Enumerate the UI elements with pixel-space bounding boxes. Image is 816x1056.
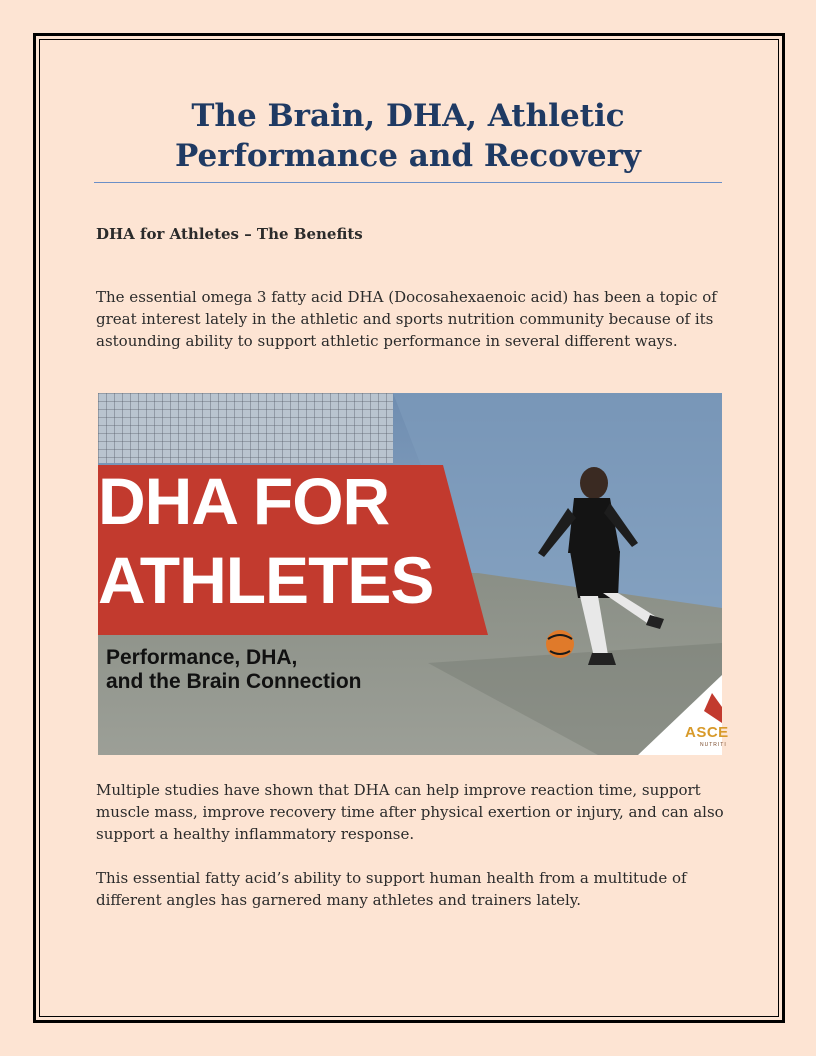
hero-subtitle-line1: Performance, DHA, — [106, 646, 298, 669]
title-underline — [94, 182, 722, 183]
paragraph-studies: Multiple studies have shown that DHA can help improve reaction time, support muscle mass, improve recovery time after physical exertion or injury, and can also support a healthy inflammatory response. — [96, 781, 724, 843]
page-title: The Brain, DHA, Athletic Performance and Recovery — [175, 98, 641, 174]
paragraph-intro: The essential omega 3 fatty acid DHA (Docosahexaenoic acid) has been a topic of great interest lately in the athletic and sports nutrition community because of its astounding ability to support athletic performance in several different ways. — [96, 288, 717, 350]
brand-name: ASCE — [685, 724, 729, 741]
section-heading: DHA for Athletes – The Benefits — [96, 225, 363, 243]
brand-subtext: NUTRITI — [700, 742, 727, 748]
hero-subtitle-line2: and the Brain Connection — [106, 670, 362, 693]
hero-image — [98, 393, 729, 755]
paragraph-health: This essential fatty acid’s ability to support human health from a multitude of different angles has garnered many athletes and trainers lately. — [96, 869, 687, 909]
hero-headline-line1: DHA FOR — [98, 464, 390, 538]
hero-headline-line2: ATHLETES — [98, 543, 434, 617]
